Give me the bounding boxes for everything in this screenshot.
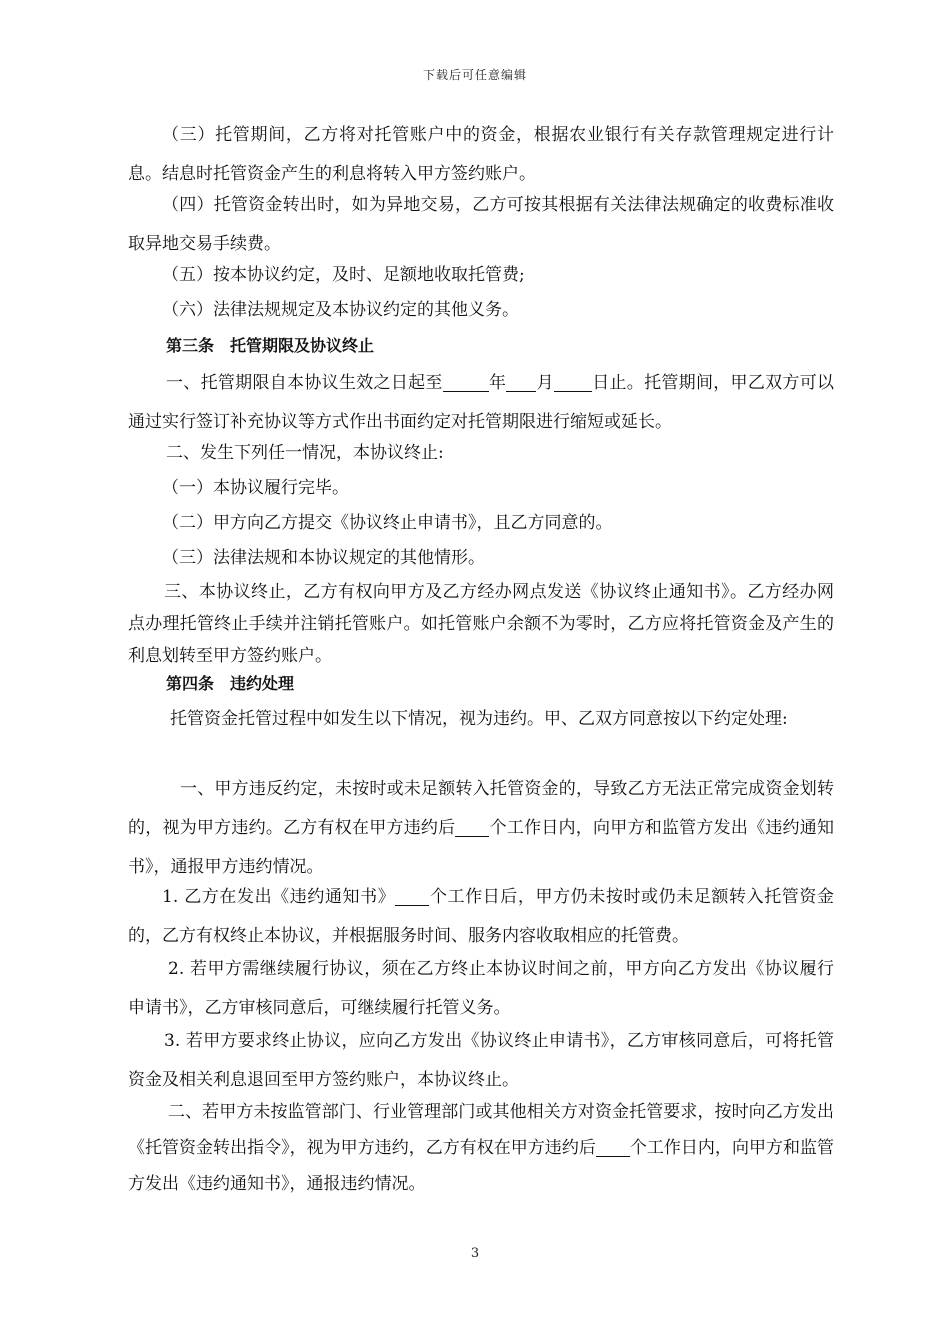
clause-text: 二、若甲方未按监管部门、行业管理部门或其他相关方对资金托管要求，按时向乙方发出《托管资金转出指令》，视为甲方违约，乙方有权在甲方违约后 — [128, 1102, 834, 1158]
article-4-clause-1-item-2: 2. 若甲方需继续履行协议，须在乙方终止本协议时间之前，甲方向乙方发出《协议履行申请书》，乙方审核同意后，可继续履行托管义务。 — [128, 959, 834, 1018]
article-3-heading: 第三条 托管期限及协议终止 — [166, 336, 375, 355]
month-label: 月 — [536, 373, 554, 393]
clause-text: 个工作日内，向甲方和监管方发出《违约通知书》，通报甲方违约情况。 — [128, 818, 835, 877]
article-3-clause-2-item-3: （三）法律法规和本协议规定的其他情形。 — [162, 548, 485, 568]
article-4-clause-1 — [128, 770, 834, 887]
page-number: 3 — [470, 1246, 480, 1261]
days-blank[interactable] — [395, 887, 429, 906]
clause-text: 1. 乙方在发出《违约通知书》 — [162, 887, 396, 907]
article-4-clause-1-item-3: 3. 若甲方要求终止协议，应向乙方发出《协议终止申请书》，乙方审核同意后，可将托管资金及相关利息退回至甲方签约账户，本协议终止。 — [128, 1031, 834, 1090]
year-blank[interactable] — [443, 373, 489, 392]
clause-text: 个工作日后，甲方仍未按时或仍未足额转入托管资金的，乙方有权终止本协议，并根据服务时间、服务内容收取相应的托管费。 — [128, 887, 834, 946]
day-blank[interactable] — [554, 373, 592, 392]
year-label: 年 — [488, 373, 507, 393]
article-4-clause-2 — [128, 1094, 834, 1202]
article-4-intro: 托管资金托管过程中如发生以下情况，视为违约。甲、乙双方同意按以下约定处理: — [170, 709, 788, 729]
clause-text: 日止。托管期间，甲乙双方可以通过实行签订补充协议等方式作出书面约定对托管期限进行缩短或延长。 — [128, 373, 835, 432]
paragraph-item-5: （五）按本协议约定，及时、足额地收取托管费; — [162, 265, 525, 285]
paragraph-item-3: （三）托管期间，乙方将对托管账户中的资金，根据农业银行有关存款管理规定进行计息。结息时托管资金产生的利息将转入甲方签约账户。 — [128, 125, 834, 184]
article-4-clause-1-item-1 — [128, 878, 834, 956]
clause-text: 个工作日内，向甲方和监管方发出《违约通知书》，通报违约情况。 — [128, 1138, 835, 1194]
page-header-note: 下载后可任意编辑 — [422, 68, 527, 82]
article-3-clause-2-item-1: （一）本协议履行完毕。 — [162, 478, 349, 498]
article-3-clause-2: 二、发生下列任一情况，本协议终止: — [166, 443, 444, 463]
article-4-heading: 第四条 违约处理 — [166, 674, 295, 693]
article-3-clause-2-item-2: （二）甲方向乙方提交《协议终止申请书》，且乙方同意的。 — [162, 513, 613, 533]
article-3-clause-1 — [128, 364, 834, 442]
clause-text: 一、托管期限自本协议生效之日起至 — [166, 373, 443, 393]
paragraph-item-6: （六）法律法规规定及本协议约定的其他义务。 — [162, 300, 519, 320]
days-blank[interactable] — [455, 818, 489, 837]
month-blank[interactable] — [506, 373, 536, 392]
article-3-clause-3: 三、本协议终止，乙方有权向甲方及乙方经办网点发送《协议终止通知书》。乙方经办网点办理托管终止手续并注销托管账户。如托管账户余额不为零时，乙方应将托管资金及产生的利息划转至甲方签约账户。 — [128, 582, 834, 666]
days-blank[interactable] — [596, 1138, 630, 1157]
paragraph-item-4: （四）托管资金转出时，如为异地交易，乙方可按其根据有关法律法规确定的收费标准收取异地交易手续费。 — [128, 195, 834, 254]
clause-text: 一、甲方违反约定，未按时或未足额转入托管资金的，导致乙方无法正常完成资金划转的，视为甲方违约。乙方有权在甲方违约后 — [128, 779, 834, 838]
